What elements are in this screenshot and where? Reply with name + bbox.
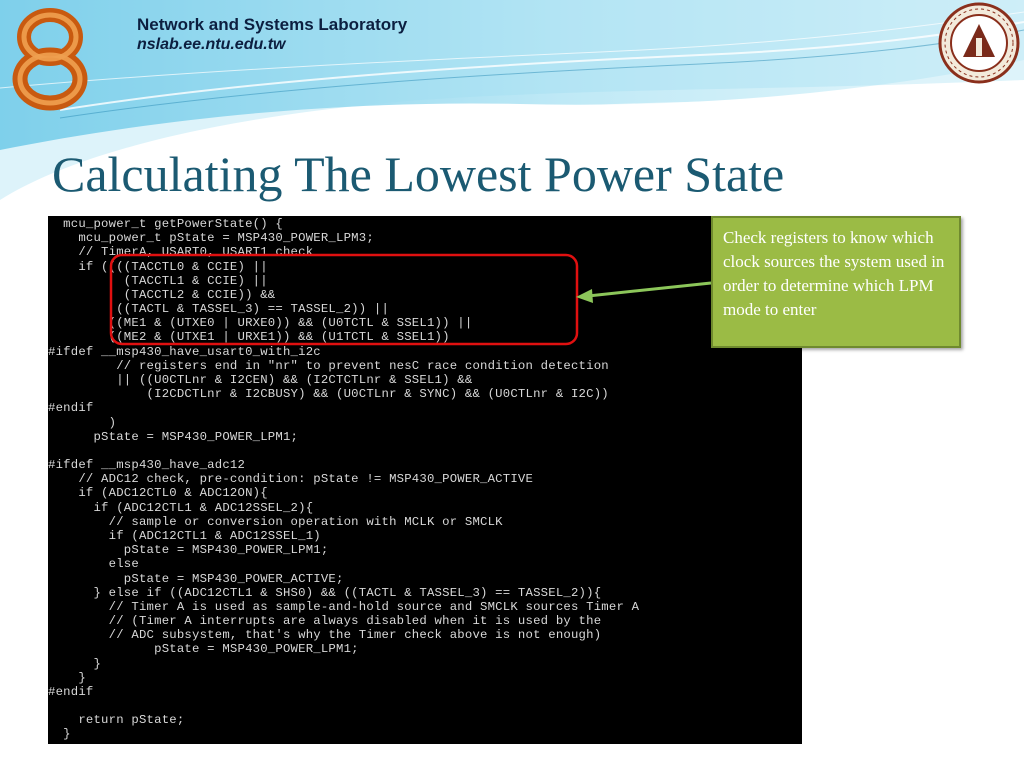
nslab-logo-icon: [8, 5, 92, 113]
code-line: ((ME2 & (UTXE1 | URXE1)) && (U1TCTL & SSEL1)): [48, 330, 450, 345]
code-line: pState = MSP430_POWER_ACTIVE;: [48, 571, 344, 586]
code-line: ((TACTL & TASSEL_3) == TASSEL_2)) ||: [48, 302, 390, 317]
code-line: pState = MSP430_POWER_LPM1;: [48, 429, 299, 444]
code-line: if (ADC12CTL1 & ADC12SSEL_2){: [48, 500, 314, 515]
code-line: mcu_power_t pState = MSP430_POWER_LPM3;: [48, 231, 374, 246]
code-line: #ifdef __msp430_have_usart0_with_i2c: [48, 344, 321, 359]
code-line: else: [48, 557, 139, 572]
code-line: (TACCTL1 & CCIE) ||: [48, 273, 268, 288]
lab-name: Network and Systems Laboratory: [137, 15, 408, 34]
slide-title: Calculating The Lowest Power State: [52, 146, 785, 202]
code-line: // (Timer A interrupts are always disabled when it is used by the: [48, 614, 602, 629]
code-line: }: [48, 656, 102, 671]
code-line: // sample or conversion operation with MCLK or SMCLK: [48, 514, 503, 529]
code-line: if ((((TACCTL0 & CCIE) ||: [48, 259, 268, 274]
callout-box: [711, 216, 961, 348]
code-line: ): [48, 415, 117, 430]
code-line: mcu_power_t getPowerState() {: [48, 217, 283, 231]
code-line: #endif: [48, 684, 94, 699]
code-line: pState = MSP430_POWER_LPM1;: [48, 543, 329, 558]
code-line: }: [48, 670, 86, 685]
code-line: #endif: [48, 401, 94, 416]
code-line: return pState;: [48, 713, 185, 728]
code-line: // ADC subsystem, that's why the Timer check above is not enough): [48, 628, 602, 643]
code-line: }: [48, 727, 71, 742]
code-line: } else if ((ADC12CTL1 & SHS0) && ((TACTL & TASSEL_3) == TASSEL_2)){: [48, 585, 602, 600]
code-line: // ADC12 check, pre-condition: pState != MSP430_POWER_ACTIVE: [48, 472, 534, 487]
code-line: // Timer A is used as sample-and-hold source and SMCLK sources Timer A: [48, 599, 640, 614]
code-line: // registers end in "nr" to prevent nesC race condition detection: [48, 358, 609, 373]
code-line: if (ADC12CTL0 & ADC12ON){: [48, 486, 268, 501]
callout-text: Check registers to know which clock sources the system used in order to determine which LPM mode to enter: [723, 228, 945, 319]
code-line: if (ADC12CTL1 & ADC12SSEL_1): [48, 528, 321, 543]
code-line: #ifdef __msp430_have_adc12: [48, 458, 246, 473]
code-line: // TimerA, USART0, USART1 check: [48, 245, 314, 260]
code-line: pState = MSP430_POWER_LPM1;: [48, 642, 359, 657]
lab-url: nslab.ee.ntu.edu.tw: [137, 36, 286, 53]
code-line: || ((U0CTLnr & I2CEN) && (I2CTCTLnr & SSEL1) &&: [48, 372, 473, 387]
code-line: ((ME1 & (UTXE0 | URXE0)) && (U0TCTL & SSEL1)) ||: [48, 316, 473, 331]
code-line: (TACCTL2 & CCIE)) &&: [48, 287, 276, 302]
university-seal-icon: [938, 2, 1020, 84]
code-screenshot: [48, 216, 802, 744]
code-line: (I2CDCTLnr & I2CBUSY) && (U0CTLnr & SYNC) && (U0CTLnr & I2C)): [48, 387, 609, 402]
